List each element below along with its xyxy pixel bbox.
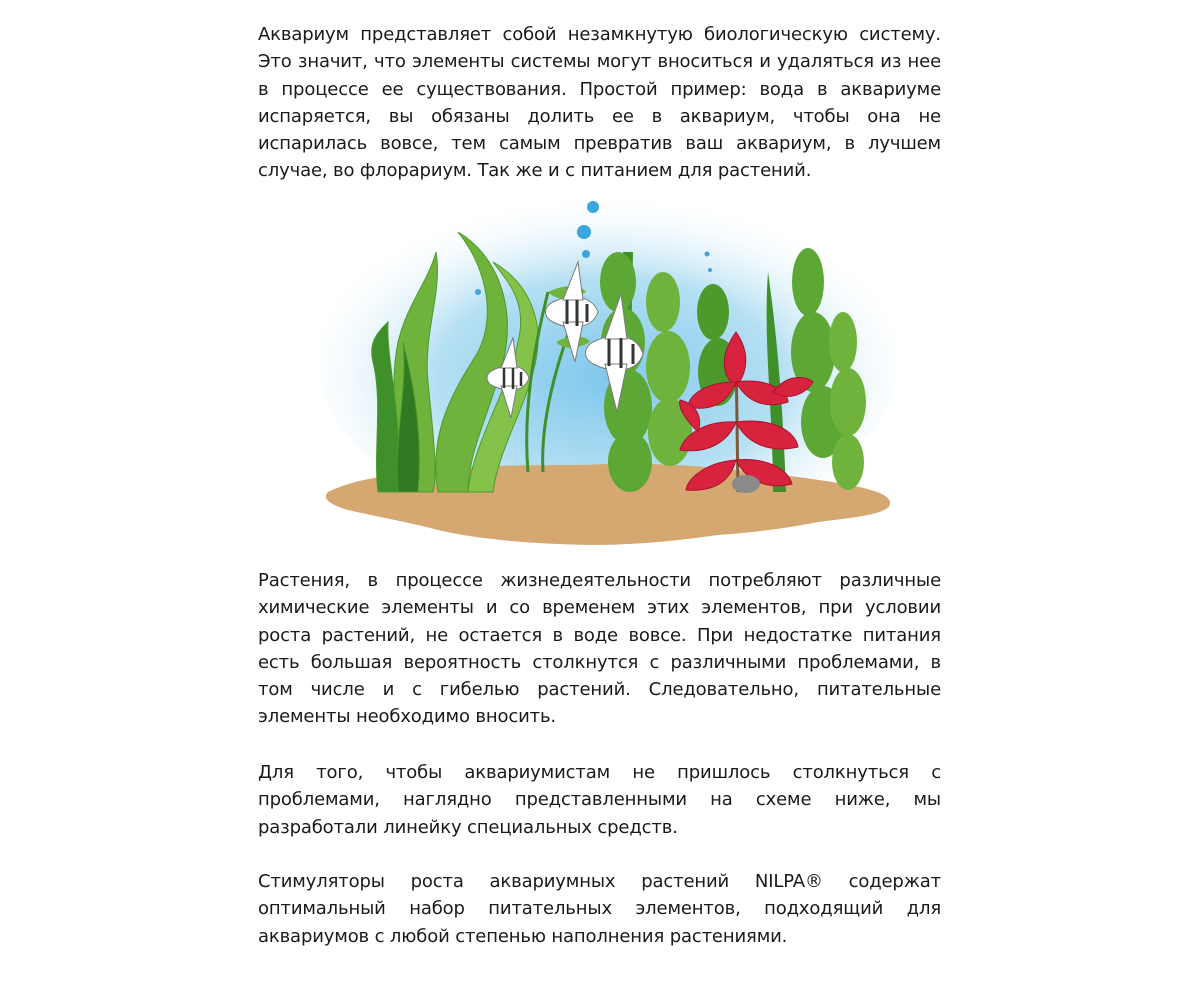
rock	[732, 475, 760, 493]
paragraph-nutrition: Растения, в процессе жизнедеятельности потребляют различные химические элементы и со временем этих элементов, при условии роста растений, не остается в воде вовсе. При недостатке питания есть большая вероятность столкнутся с различными проблемами, в том числе и с гибелью растений. Следовательно, питательные элементы необходимо вносить.	[258, 570, 941, 728]
paragraph-intro: Аквариум представляет собой незамкнутую биологическую систему. Это значит, что элементы системы могут вноситься и удаляться из нее в процессе ее существования. Простой пример: вода в аквариуме испаряется, вы обязаны долить ее в аквариум, чтобы она не испарилась вовсе, тем самым превратив ваш аквариум, в лучшем случае, во флорариум. Так же и с питанием для растений.	[258, 24, 941, 182]
aquarium-illustration	[318, 192, 898, 557]
paragraph-products: Для того, чтобы аквариумистам не пришлось столкнуться с проблемами, наглядно представленными на схеме ниже, мы разработали линейку специальных средств.	[258, 762, 941, 838]
paragraph-nilpa: Стимуляторы роста аквариумных растений NILPA® содержат оптимальный набор питательных элементов, подходящий для аквариумов с любой степенью наполнения растениями.	[258, 871, 941, 947]
